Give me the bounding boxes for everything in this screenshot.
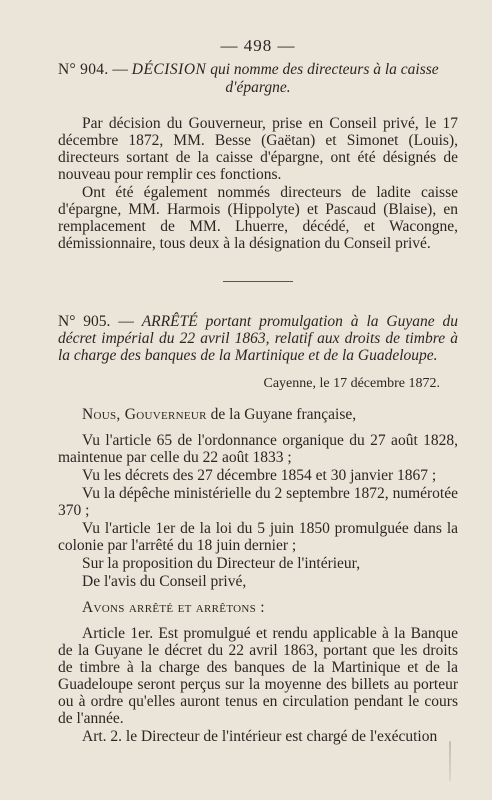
arrete-905 [58, 313, 458, 745]
dateline: Cayenne, le 17 décembre 1872. [263, 376, 440, 391]
decision-title-line1: qui nomme des directeurs à la caisse [210, 61, 439, 78]
decision-paragraph: Par décision du Gouverneur, prise en Conseil privé, le 17 décembre 1872, MM. Besse (Gaëtan) et Simonet (Louis), directeurs sortant de la caisse d'épargne, ont été désignés de nouveau pour remplir ces fonctions. [58, 115, 458, 183]
decision-heading [58, 61, 458, 79]
page-number: — 498 — [220, 36, 296, 55]
arrete-intro [58, 406, 458, 423]
decision-type: DÉCISION [131, 61, 207, 78]
consideration: Vu l'article 65 de l'ordonnance organique du 27 août 1828, maintenue par celle du 22 août 1833 ; [58, 432, 458, 466]
paper-mark [449, 741, 451, 781]
resolution: Avons arrêté et arrêtons : [82, 599, 265, 616]
arrete-heading [58, 313, 458, 364]
decision-number: N° 904. [58, 61, 109, 78]
arrete-title: portant promulgation à la Guyane du décret impérial du 22 avril 1863, relatif aux droits de timbre à la charge des banques de la Martinique et de la Guadeloupe. [58, 313, 458, 364]
consideration: Vu les décrets des 27 décembre 1854 et 30 janvier 1867 ; [82, 467, 437, 484]
arrete-type: ARRÊTÉ [141, 313, 198, 330]
consideration: Vu la dépêche ministérielle du 2 septembre 1872, numérotée 370 ; [58, 485, 458, 519]
consideration: De l'avis du Conseil privé, [82, 573, 247, 590]
decision-dash: — [112, 61, 128, 78]
consideration: Vu l'article 1er de la loi du 5 juin 1850 promulguée dans la colonie par l'arrêté du 18 juin dernier ; [58, 520, 458, 554]
decision-title-line2: d'épargne. [225, 79, 291, 96]
article: Article 1er. Est promulgué et rendu applicable à la Banque de la Guyane le décret du 22 avril 1863, portant que les droits de timbre à la charge des banques de la Martinique et de la Guadeloupe seront perçus sur la moyenne des billets au porteur ou à ordre qu'elles auront tenus en circulation pendant le cours de l'année. [58, 625, 458, 727]
decision-paragraph: Ont été également nommés directeurs de ladite caisse d'épargne, MM. Harmois (Hippolyte) et Pascaud (Blaise), en remplacement de MM. Lhuerre, décédé, et Wacongne, démissionnaire, tous deux à la désignation du Conseil privé. [58, 184, 458, 252]
decision-904 [58, 61, 458, 252]
arrete-intro-caps: Nous, Gouverneur [82, 406, 207, 423]
arrete-dash: — [118, 313, 134, 330]
consideration: Sur la proposition du Directeur de l'intérieur, [82, 555, 361, 572]
section-divider [223, 281, 293, 282]
arrete-number: N° 905. [58, 313, 111, 330]
arrete-intro-rest: de la Guyane française, [206, 406, 357, 423]
article: Art. 2. le Directeur de l'intérieur est chargé de l'exécution [82, 728, 438, 745]
